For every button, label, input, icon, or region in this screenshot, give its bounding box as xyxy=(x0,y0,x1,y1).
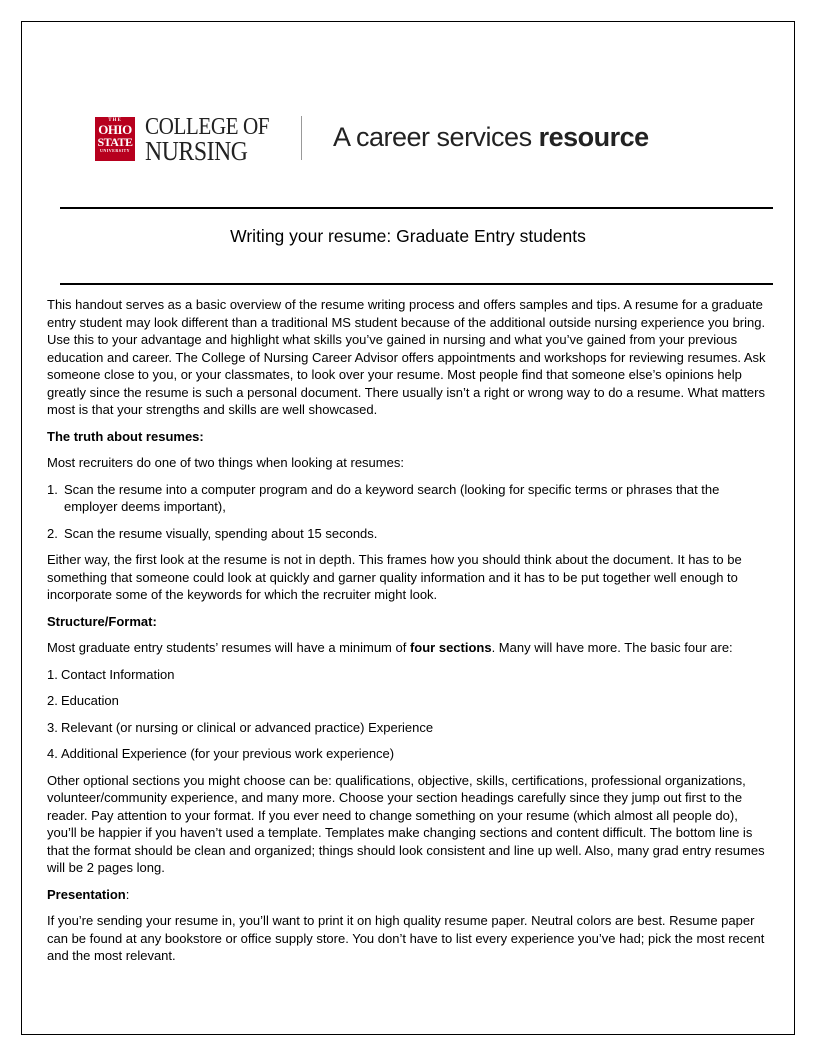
structure-lead-after: . Many will have more. The basic four are: xyxy=(491,640,733,655)
seal-the: THE xyxy=(108,118,122,123)
list-number: 2. xyxy=(47,525,58,541)
list-number: 1. xyxy=(47,481,58,497)
list-text: Scan the resume into a computer program and do a keyword search (looking for specific terms or phrases that the employer deems important), xyxy=(64,481,720,514)
section-text: Contact Information xyxy=(61,666,175,682)
section-item xyxy=(47,719,769,737)
college-line2: NURSING xyxy=(145,136,248,166)
section-item xyxy=(47,666,769,684)
seal-university: UNIVERSITY xyxy=(99,148,131,153)
section-number: 2. xyxy=(47,693,58,708)
title-rule-bottom xyxy=(60,283,773,285)
header-logo xyxy=(95,113,655,166)
structure-lead xyxy=(47,639,769,657)
presentation-heading-text: Presentation xyxy=(47,886,126,902)
section-number: 3. xyxy=(47,719,58,735)
structure-lead-bold: four sections xyxy=(409,640,492,655)
college-line1: COLLEGE OF xyxy=(145,114,270,140)
truth-lead: Most recruiters do one of two things when looking at resumes: xyxy=(47,455,404,470)
section-text: Education xyxy=(61,693,119,708)
section-text: Additional Experience (for your previous work experience) xyxy=(61,746,395,761)
seal-state: STATE xyxy=(97,135,133,149)
section-number: 4. xyxy=(47,746,58,761)
logo-divider xyxy=(301,116,302,160)
presentation-heading xyxy=(47,886,769,904)
title-rule-top xyxy=(60,207,773,209)
intro-paragraph: This handout serves as a basic overview of the resume writing process and offers samples and tips. A resume for a graduate entry student may look different than a traditional MS student because of the additional outside nursing experience you bring. Use this to your advantage and highlight what skills you’ve gained in nursing and what you’ve gained from your previous education and career. The College of Nursing Career Advisor offers appointments and workshops for reviewing resumes. Ask someone close to you, or your classmates, to look over your resume. Most people find that someone else’s opinions help greatly since the resume is such a personal document. There usually isn’t a right or wrong way to do a resume. What matters most is that your strengths and skills are well showcased. xyxy=(47,297,766,417)
section-item xyxy=(47,692,769,710)
tagline-regular: A career services xyxy=(333,122,532,152)
university-seal-logo xyxy=(95,117,135,161)
section-text: Relevant (or nursing or clinical or advanced practice) Experience xyxy=(61,719,434,735)
document-title: Writing your resume: Graduate Entry students xyxy=(230,226,586,246)
structure-followup: Other optional sections you might choose can be: qualifications, objective, skills, certifications, professional organizations, volunteer/community experience, and many more. Choose your section headings carefully since they jump out first to the reader. Pay attention to your format. If you ever need to change something on your resume (which almost all people do), you’ll be happier if you haven’t used a template. Templates make changing sections and content difficult. The bottom line is that the format should be clean and organized; things should look consistent and line up well. Also, many grad entry resumes will be 2 pages long. xyxy=(47,772,765,875)
truth-followup: Either way, the first look at the resume is not in depth. This frames how you should think about the document. It has to be something that someone could look at quickly and garner quality information and it has to be put together well enough to incorporate some of the keywords for which the recruiter might look. xyxy=(47,552,742,602)
tagline xyxy=(333,122,649,153)
section-number: 1. xyxy=(47,666,58,682)
list-item xyxy=(47,525,769,543)
truth-heading: The truth about resumes: xyxy=(47,428,204,444)
tagline-bold: resource xyxy=(538,122,649,152)
list-text: Scan the resume visually, spending about 15 seconds. xyxy=(64,525,378,541)
structure-lead-before: Most graduate entry students’ resumes will have a minimum of xyxy=(47,640,410,655)
presentation-heading-colon: : xyxy=(125,886,130,902)
seal-ohio: OHIO xyxy=(98,122,132,137)
section-item xyxy=(47,745,769,763)
structure-heading: Structure/Format: xyxy=(47,613,157,629)
college-name xyxy=(145,115,269,165)
list-item xyxy=(47,481,769,516)
presentation-paragraph: If you’re sending your resume in, you’ll want to print it on high quality resume paper. Neutral colors are best. Resume paper can be found at any bookstore or office supply store. You don’t have to list every experience you’ve had; pick the most recent and the most relevant. xyxy=(47,913,765,963)
document-body xyxy=(47,296,769,974)
